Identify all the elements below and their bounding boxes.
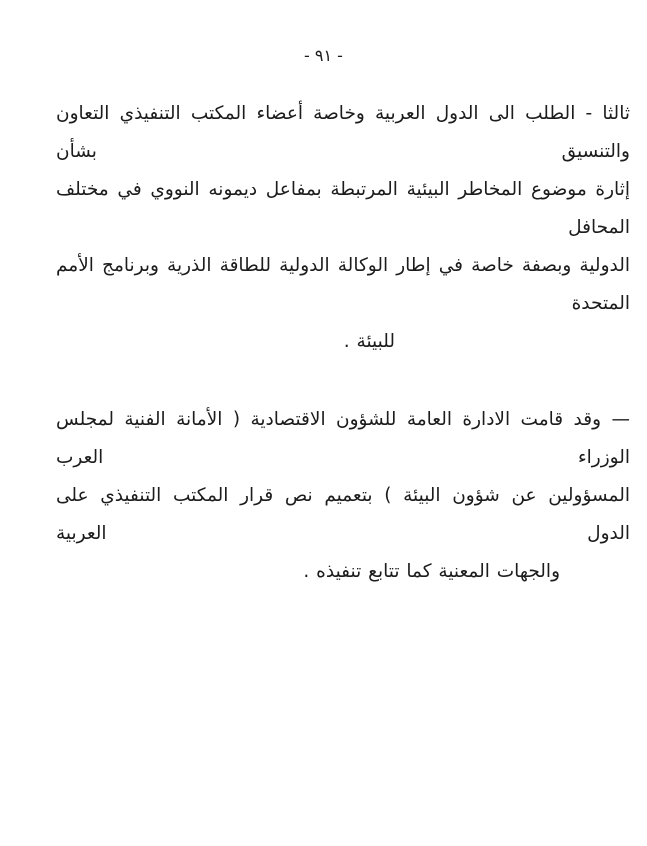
paragraph-line: المسؤولين عن شؤون البيئة ) بتعميم نص قرار المكتب التنفيذي على الدول العربية <box>56 485 630 544</box>
paragraph-line: — وقد قامت الادارة العامة للشؤون الاقتصادية ( الأمانة الفنية لمجلس الوزراء العرب <box>56 409 630 468</box>
paragraph-follow-up-note <box>56 401 630 591</box>
page-number: - ٩١ - <box>304 46 343 65</box>
paragraph-line-last: للبيئة . <box>343 331 395 352</box>
document-body <box>0 65 647 591</box>
paragraph-line: إثارة موضوع المخاطر البيئية المرتبطة بمفاعل ديمونه النووي في مختلف المحافل <box>56 179 630 238</box>
paragraph-line-last: والجهات المعنية كما تتابع تنفيذه . <box>303 561 560 582</box>
paragraph-line: الدولية وبصفة خاصة في إطار الوكالة الدولية للطاقة الذرية وبرنامج الأمم المتحدة <box>56 255 630 314</box>
paragraph-third-clause <box>56 95 630 361</box>
paragraph-line: ثالثا - الطلب الى الدول العربية وخاصة أعضاء المكتب التنفيذي التعاون والتنسيق بشأن <box>56 103 630 162</box>
